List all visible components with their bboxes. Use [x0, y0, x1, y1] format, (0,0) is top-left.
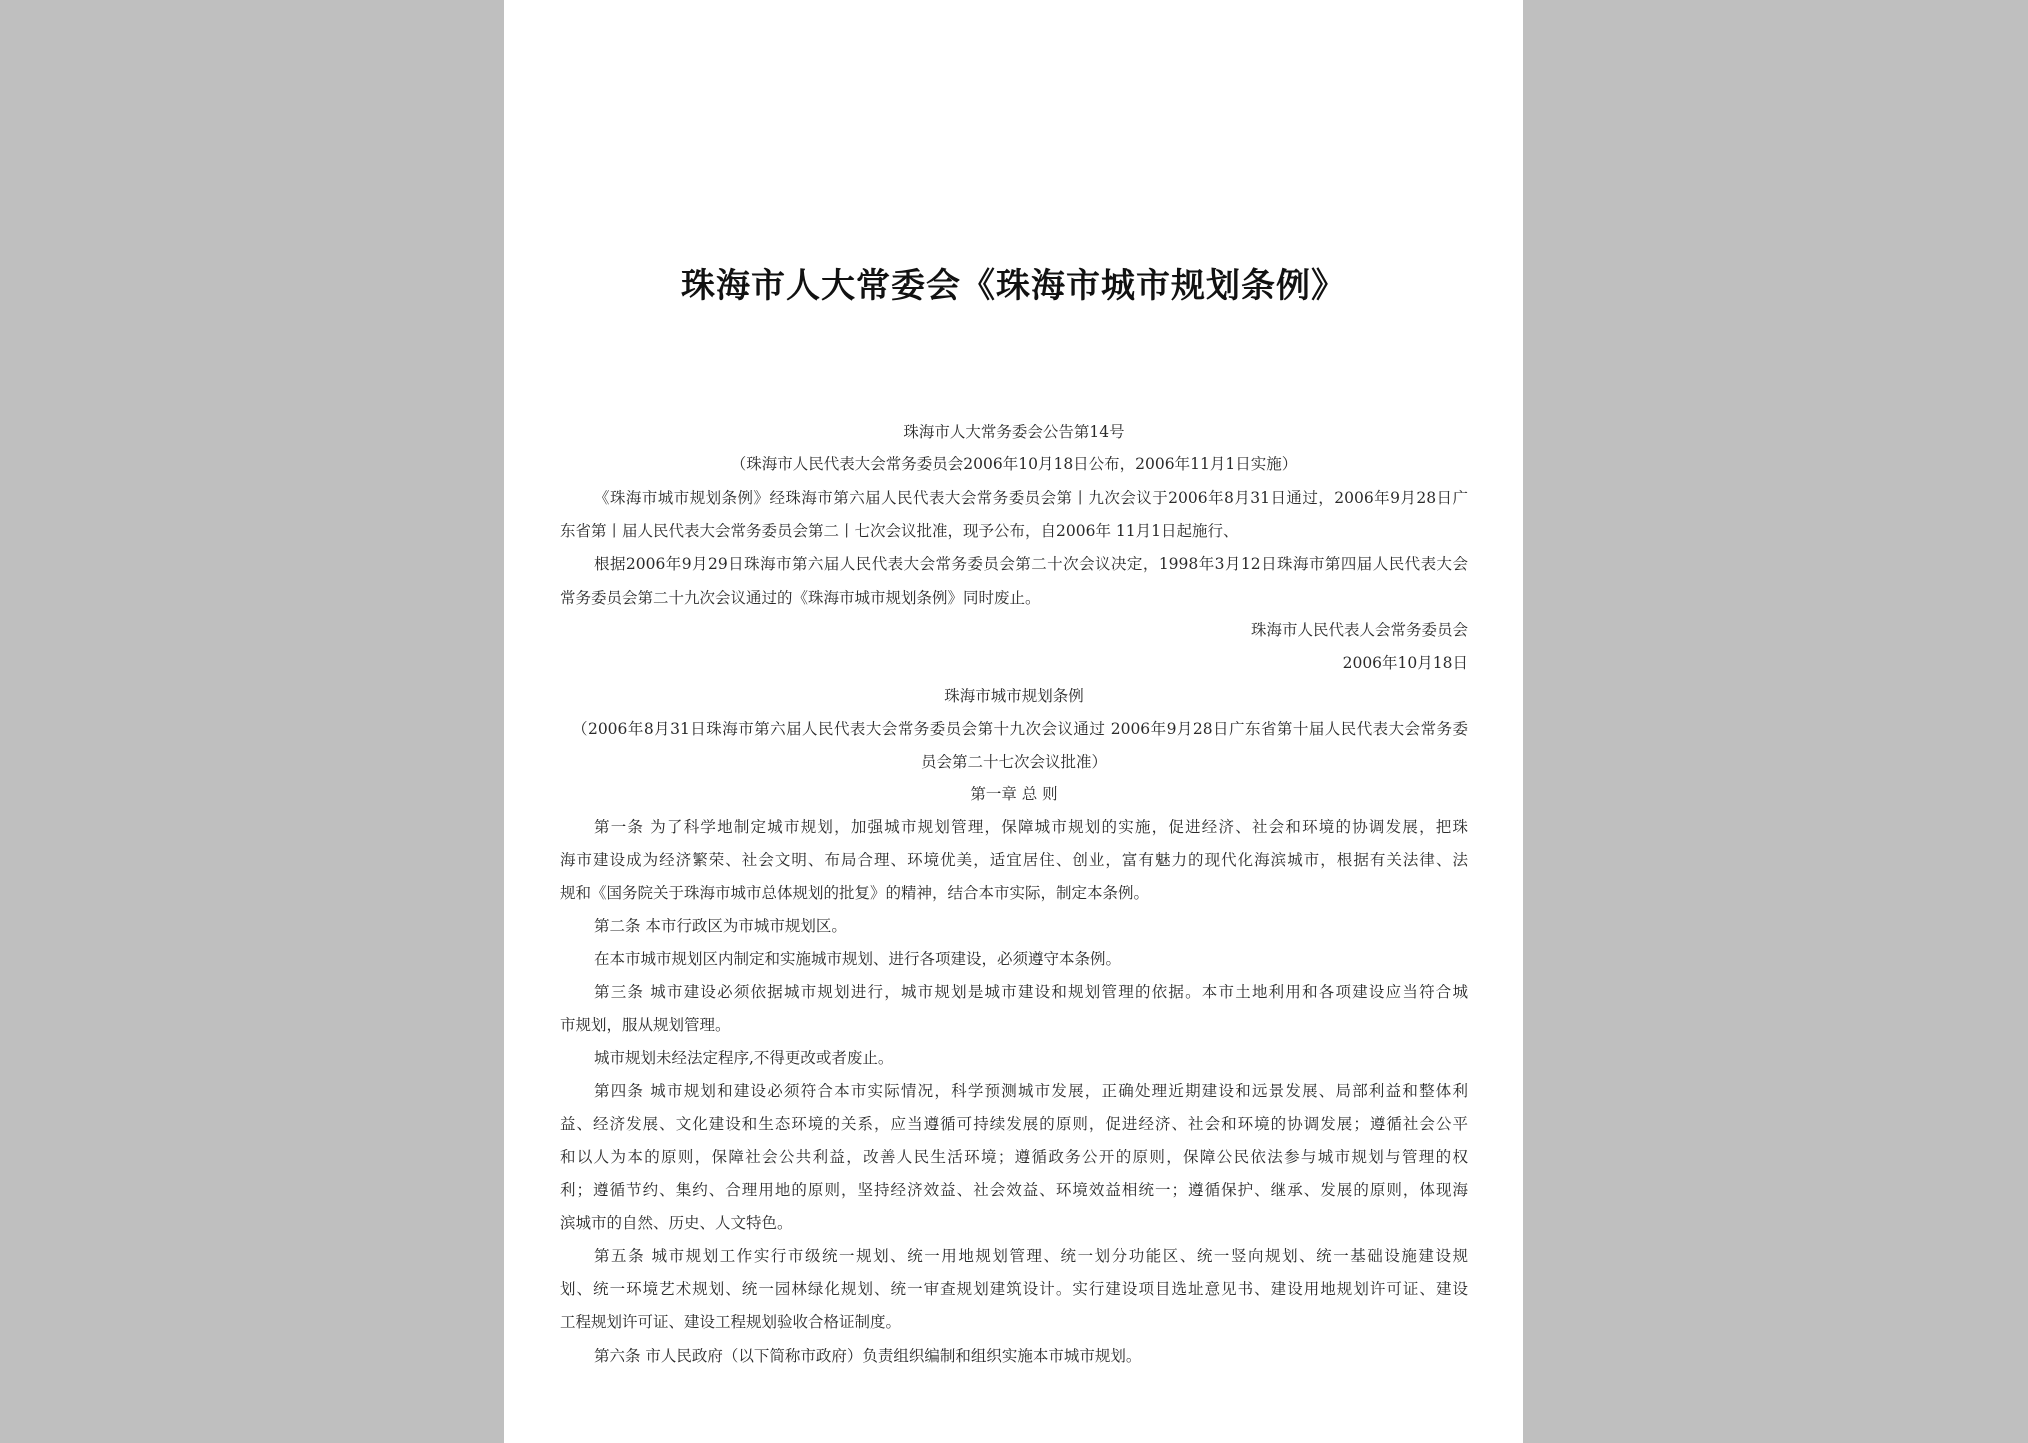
- notice-subtitle: （珠海市人民代表大会常务委员会2006年10月18日公布，2006年11月1日实施）: [730, 455, 1298, 473]
- article-line: 第五条 城市规划工作实行市级统一规划、统一用地规划管理、统一划分功能区、统一竖向规划、统一基础设施建设规: [594, 1247, 1468, 1265]
- article-line: 第一条 为了科学地制定城市规划，加强城市规划管理，保障城市规划的实施，促进经济、社会和环境的协调发展，把珠: [594, 818, 1468, 836]
- article-line: 和以人为本的原则，保障社会公共利益，改善人民生活环境；遵循政务公开的原则，保障公民依法参与城市规划与管理的权: [560, 1148, 1468, 1166]
- paragraph-line: 《珠海市城市规划条例》经珠海市第六届人民代表大会常务委员会第丨九次会议于2006年8月31日通过，2006年9月28日广: [594, 489, 1468, 507]
- article-line: 城市规划未经法定程序,不得更改或者废止。: [594, 1049, 894, 1067]
- article-line: 市规划，服从规划管理。: [560, 1016, 731, 1034]
- signature-date: 2006年10月18日: [1342, 654, 1468, 672]
- article-line: 利；遵循节约、集约、合理用地的原则，坚持经济效益、社会效益、环境效益相统一；遵循保护、继承、发展的原则，体现海: [560, 1181, 1468, 1199]
- article-line: 在本市城市规划区内制定和实施城市规划、进行各项建设，必须遵守本条例。: [594, 950, 1122, 968]
- regulation-title: 珠海市城市规划条例: [944, 687, 1084, 705]
- article-line: 第二条 本市行政区为市城市规划区。: [594, 917, 847, 935]
- notice-number: 珠海市人大常务委会公告第14号: [903, 423, 1125, 441]
- paragraph-line: 根据2006年9月29日珠海市第六届人民代表大会常务委员会第二十次会议决定，1998年3月12日珠海市第四届人民代表大会: [594, 555, 1468, 573]
- article-line: 第三条 城市建设必须依据城市规划进行，城市规划是城市建设和规划管理的依据。本市土地利用和各项建设应当符合城: [594, 983, 1468, 1001]
- document-page: [504, 0, 1523, 1443]
- approval-line: 员会第二十七次会议批准）: [920, 753, 1107, 771]
- document-title: 珠海市人大常委会《珠海市城市规划条例》: [681, 266, 1346, 306]
- paragraph-line: 东省第丨届人民代表大会常务委员会第二丨七次会议批准，现予公布，自2006年 11月1日起施行、: [560, 522, 1239, 540]
- article-line: 海市建设成为经济繁荣、社会文明、布局合理、环境优美，适宜居住、创业，富有魅力的现代化海滨城市，根据有关法律、法: [560, 851, 1468, 869]
- article-line: 益、经济发展、文化建设和生态环境的关系，应当遵循可持续发展的原则，促进经济、社会和环境的协调发展；遵循社会公平: [560, 1115, 1468, 1133]
- chapter-heading: 第一章 总 则: [970, 785, 1058, 803]
- article-line: 划、统一环境艺术规划、统一园林绿化规划、统一审查规划建筑设计。实行建设项目选址意见书、建设用地规划许可证、建设: [560, 1280, 1468, 1298]
- article-line: 滨城市的自然、历史、人文特色。: [560, 1214, 793, 1232]
- paragraph-line: 常务委员会第二十九次会议通过的《珠海市城市规划条例》同时废止。: [560, 589, 1041, 607]
- article-line: 规和《国务院关于珠海市城市总体规划的批复》的精神，结合本市实际，制定本条例。: [560, 884, 1150, 902]
- article-line: 第六条 市人民政府（以下简称市政府）负责组织编制和组织实施本市城市规划。: [594, 1347, 1142, 1365]
- article-line: 第四条 城市规划和建设必须符合本市实际情况，科学预测城市发展，正确处理近期建设和远景发展、局部利益和整体利: [594, 1082, 1468, 1100]
- signature-org: 珠海市人民代表人会常务委员会: [1250, 621, 1468, 639]
- approval-line: （2006年8月31日珠海市第六届人民代表大会常务委员会第十九次会议通过 2006年9月28日广东省第十届人民代表大会常务委: [572, 720, 1468, 738]
- article-line: 工程规划许可证、建设工程规划验收合格证制度。: [560, 1313, 902, 1331]
